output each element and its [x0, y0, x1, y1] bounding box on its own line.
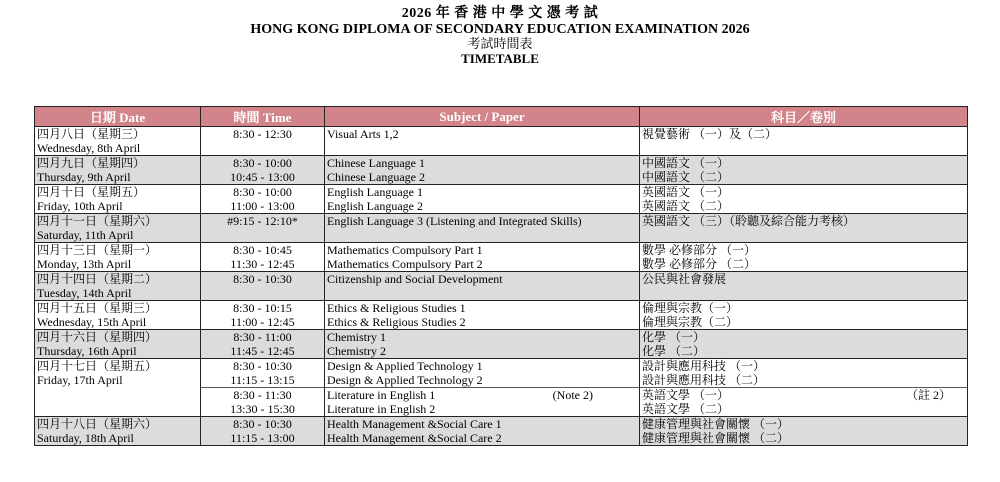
subtitle-english: TIMETABLE	[461, 51, 539, 66]
time-cell: 8:30 - 12:30	[201, 127, 325, 156]
table-row	[35, 185, 968, 214]
table-row	[35, 243, 968, 272]
table-row	[35, 359, 968, 388]
time-cell: 8:30 - 10:00 10:45 - 13:00	[201, 156, 325, 185]
chinese-subject-cell: 數學 必修部分 （一） 數學 必修部分 （二）	[640, 243, 968, 272]
time-cell: 8:30 - 10:00 11:00 - 13:00	[201, 185, 325, 214]
chinese-subject-cell: 公民與社會發展	[640, 272, 968, 301]
table-row	[35, 272, 968, 301]
table-row	[35, 214, 968, 243]
title-chinese: 2026 年 香 港 中 學 文 憑 考 試	[401, 6, 599, 21]
timetable	[34, 106, 968, 446]
time-cell: 8:30 - 10:30	[201, 272, 325, 301]
header-row	[35, 107, 968, 127]
chinese-subject-cell: 化學 （一） 化學 （二）	[640, 330, 968, 359]
table-row	[35, 301, 968, 330]
table-row	[35, 156, 968, 185]
note-reference-chinese: （註 2）	[905, 388, 951, 402]
date-cell: 四月十六日（星期四） Thursday, 16th April	[35, 330, 201, 359]
subject-cell: Literature in English 1 (Note 2) Literature in English 2	[325, 388, 640, 417]
document-header	[0, 0, 1000, 66]
table-row	[35, 417, 968, 446]
date-cell: 四月十七日（星期五） Friday, 17th April	[35, 359, 201, 417]
date-cell: 四月十四日（星期二） Tuesday, 14th April	[35, 272, 201, 301]
subject-cell: Health Management &Social Care 1 Health Management &Social Care 2	[325, 417, 640, 446]
table-row	[35, 330, 968, 359]
chinese-subject-cell: 視覺藝術 （一）及（二）	[640, 127, 968, 156]
subject-cell: English Language 1 English Language 2	[325, 185, 640, 214]
subtitle-chinese: 考試時間表	[467, 36, 533, 51]
time-cell: 8:30 - 10:15 11:00 - 12:45	[201, 301, 325, 330]
chinese-subject-cell: 健康管理與社會關懷 （一） 健康管理與社會關懷 （二）	[640, 417, 968, 446]
time-cell: 8:30 - 10:30 11:15 - 13:15	[201, 359, 325, 388]
date-cell: 四月十三日（星期一） Monday, 13th April	[35, 243, 201, 272]
chinese-subject-cell: 中國語文 （一） 中國語文 （二）	[640, 156, 968, 185]
subject-cell: Design & Applied Technology 1 Design & Applied Technology 2	[325, 359, 640, 388]
date-cell: 四月十五日（星期三） Wednesday, 15th April	[35, 301, 201, 330]
table-row	[35, 127, 968, 156]
date-cell: 四月九日（星期四） Thursday, 9th April	[35, 156, 201, 185]
time-cell: 8:30 - 11:00 11:45 - 12:45	[201, 330, 325, 359]
date-cell: 四月十一日（星期六） Saturday, 11th April	[35, 214, 201, 243]
chinese-subject-cell: 設計與應用科技 （一） 設計與應用科技 （二）	[640, 359, 968, 388]
time-cell: 8:30 - 10:45 11:30 - 12:45	[201, 243, 325, 272]
subject-cell: Mathematics Compulsory Part 1 Mathematics Compulsory Part 2	[325, 243, 640, 272]
col-header-subject: Subject / Paper	[325, 107, 640, 127]
subject-cell: Chinese Language 1 Chinese Language 2	[325, 156, 640, 185]
col-header-date: 日期 Date	[35, 107, 201, 127]
subject-cell: Citizenship and Social Development	[325, 272, 640, 301]
time-cell: #9:15 - 12:10*	[201, 214, 325, 243]
chinese-subject-cell: 英國語文 （一） 英國語文 （二）	[640, 185, 968, 214]
chinese-subject-cell: 英語文學 （一） （註 2） 英語文學 （二）	[640, 388, 968, 417]
col-header-chinese: 科目／卷別	[640, 107, 968, 127]
note-reference: (Note 2)	[552, 388, 593, 402]
date-cell: 四月八日（星期三） Wednesday, 8th April	[35, 127, 201, 156]
date-cell: 四月十日（星期五） Friday, 10th April	[35, 185, 201, 214]
chinese-subject-cell: 倫理與宗教（一） 倫理與宗教（二）	[640, 301, 968, 330]
subject-cell: Chemistry 1 Chemistry 2	[325, 330, 640, 359]
subject-cell: English Language 3 (Listening and Integrated Skills)	[325, 214, 640, 243]
title-english: HONG KONG DIPLOMA OF SECONDARY EDUCATION EXAMINATION 2026	[250, 22, 750, 37]
subject-cell: Visual Arts 1,2	[325, 127, 640, 156]
chinese-subject-cell: 英國語文 （三）（聆聽及綜合能力考核）	[640, 214, 968, 243]
time-cell: 8:30 - 11:30 13:30 - 15:30	[201, 388, 325, 417]
time-cell: 8:30 - 10:30 11:15 - 13:00	[201, 417, 325, 446]
col-header-time: 時間 Time	[201, 107, 325, 127]
subject-cell: Ethics & Religious Studies 1 Ethics & Religious Studies 2	[325, 301, 640, 330]
date-cell: 四月十八日（星期六） Saturday, 18th April	[35, 417, 201, 446]
